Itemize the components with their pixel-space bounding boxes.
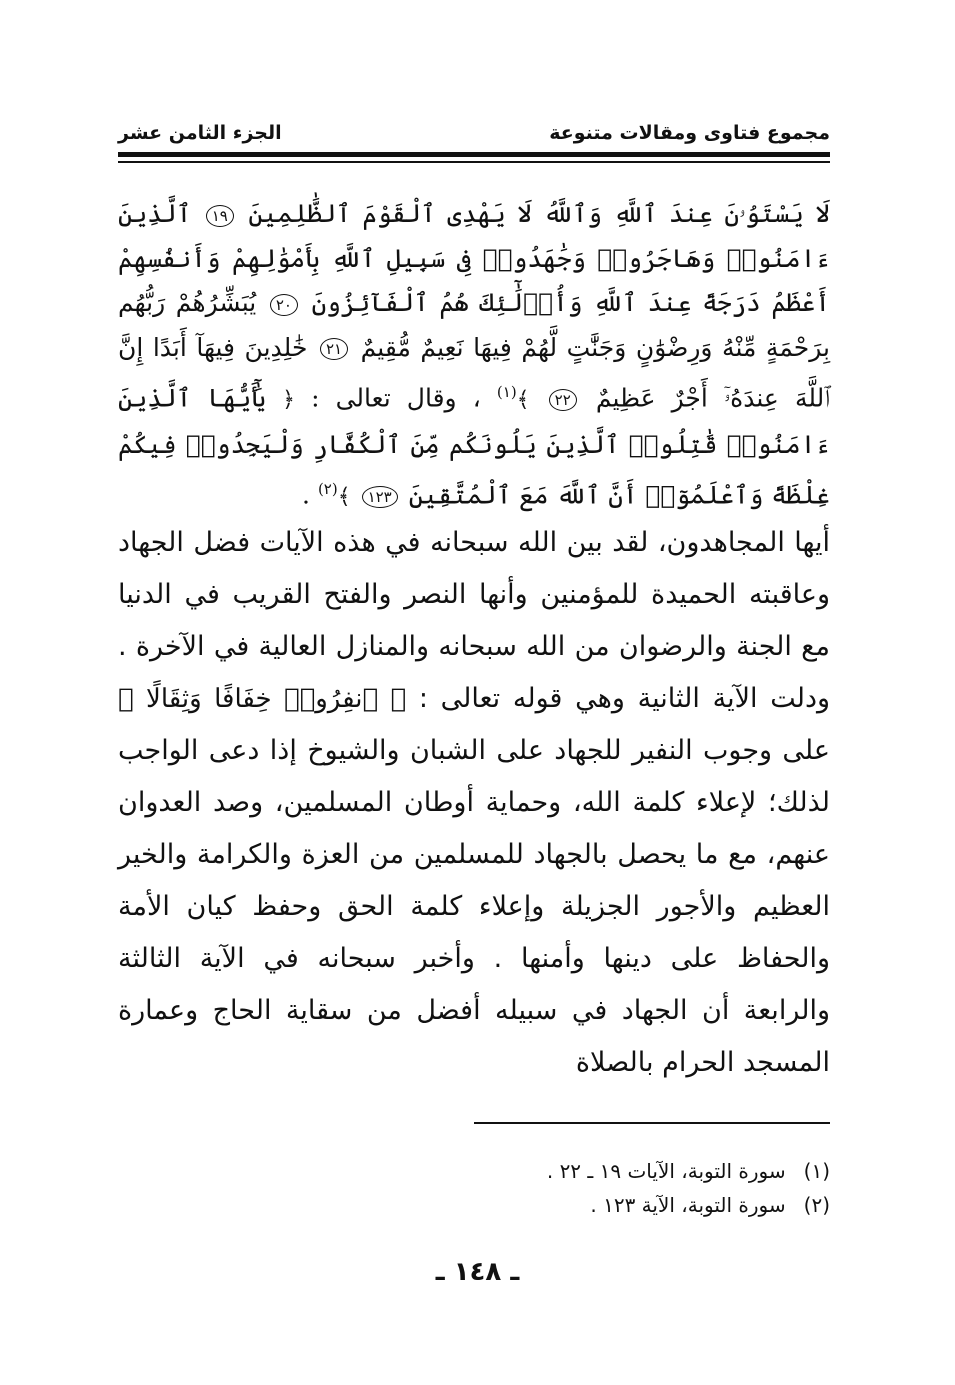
- book-title: مجموع فتاوى ومقالات متنوعة: [549, 122, 830, 144]
- footnote-text: سورة التوبة، الآيات ١٩ ـ ٢٢ .: [546, 1159, 786, 1183]
- volume-label: الجزء الثامن عشر: [118, 122, 282, 144]
- quran-verses-block: [118, 192, 830, 520]
- verse-text: ٱلَّذِينَ ءَامَنُوا۟ وَهَاجَرُوا۟ وَجَٰهَدُوا۟ فِى سَبِيلِ ٱللَّهِ بِأَمْوَٰلِهِمْ وَأَنفُسِهِمْ أَعْظَمُ دَرَجَةً عِندَ ٱللَّهِ وَأُو۟لَٰٓئِكَ هُمُ ٱلْفَآئِزُونَ: [118, 199, 830, 317]
- footnote-number: (١): [803, 1159, 830, 1183]
- period: .: [302, 480, 310, 510]
- ayah-number-marker: ٢٠: [270, 294, 298, 316]
- running-header: [118, 118, 830, 148]
- verse-open-brace: ﴿: [282, 387, 295, 413]
- inline-verse-text: ٱنفِرُوا۟ خِفَافًا وَثِقَالًا: [146, 684, 379, 714]
- footnote-text: سورة التوبة، الآية ١٢٣ .: [590, 1193, 786, 1217]
- header-rule-thin: [118, 161, 830, 163]
- verse-text: يَٰٓأَيُّهَا ٱلَّذِينَ ءَامَنُوا۟ قَٰتِلُوا۟ ٱلَّذِينَ يَلُونَكُم مِّنَ ٱلْكُفَّارِ وَلْيَجِدُوا۟ فِيكُمْ غِلْظَةً وَٱعْلَمُوٓا۟ أَنَّ ٱللَّهَ مَعَ ٱلْمُتَّقِينَ: [118, 383, 830, 510]
- paragraph-text: أيها المجاهدون، لقد بين الله سبحانه في هذه الآيات فضل الجهاد وعاقبته الحميدة للمؤمنين وأنها النصر والفتح القريب في الدنيا مع الجنة والرضوان من الله سبحانه والمنازل العالية في الآخرة . ودلت الآية الثانية وهي قوله تعالى :: [118, 527, 831, 714]
- verse-close-brace: ﴾: [337, 484, 351, 510]
- footnote: [300, 1154, 830, 1188]
- footnotes: [300, 1154, 830, 1222]
- ayah-number-marker: ٢١: [320, 338, 348, 360]
- connector-text: ، وقال تعالى :: [311, 383, 481, 413]
- footnote-number: (٢): [803, 1193, 830, 1217]
- ayah-number-marker: ١٩: [206, 205, 234, 227]
- verse-text: لَا يَسْتَوُۥنَ عِندَ ٱللَّهِ وَٱللَّهُ لَا يَهْدِى ٱلْقَوْمَ ٱلظَّٰلِمِينَ: [248, 199, 830, 228]
- header-rule-thick: [118, 152, 830, 157]
- verse-text: خَٰلِدِينَ فِيهَآ أَبَدًا إِنَّ ٱللَّهَ عِندَهُۥٓ أَجْرٌ عَظِيمٌ: [118, 332, 830, 413]
- ayah-number-marker: ٢٢: [549, 389, 577, 411]
- verse-text: يُبَشِّرُهُمْ رَبُّهُم بِرَحْمَةٍ مِّنْهُ وَرِضْوَٰنٍ وَجَنَّٰتٍ لَّهُمْ فِيهَا نَعِيمٌ مُّقِيمٌ: [118, 288, 830, 362]
- inline-verse: ﴿ ٱنفِرُوا۟ خِفَافًا وَثِقَالًا ﴾: [118, 684, 407, 714]
- ayah-number-marker: ١٢٣: [362, 486, 398, 508]
- footnote: [300, 1188, 830, 1222]
- page-number: ـ ١٤٨ ـ: [435, 1257, 520, 1287]
- body-paragraph: [118, 517, 830, 1089]
- footnote-ref: (١): [496, 383, 517, 401]
- paragraph-text: على وجوب النفير للجهاد على الشبان والشيوخ إذا دعى الواجب لذلك؛ لإعلاء كلمة الله، وحماية أوطان المسلمين، وصد العدوان عنهم، مع ما يحصل بالجهاد للمسلمين من العزة والكرامة والخير العظيم والأجور الجزيلة وإعلاء كلمة الحق وحفظ كيان الأمة والحفاظ على دينها وأمنها . وأخبر سبحانه في الآية الثالثة والرابعة أن الجهاد في سبيله أفضل من سقاية الحاج وعمارة المسجد الحرام بالصلاة: [118, 735, 830, 1078]
- footnote-ref: (٢): [317, 480, 338, 499]
- footnote-separator: [474, 1122, 830, 1124]
- verse-close-brace: ﴾: [516, 387, 530, 413]
